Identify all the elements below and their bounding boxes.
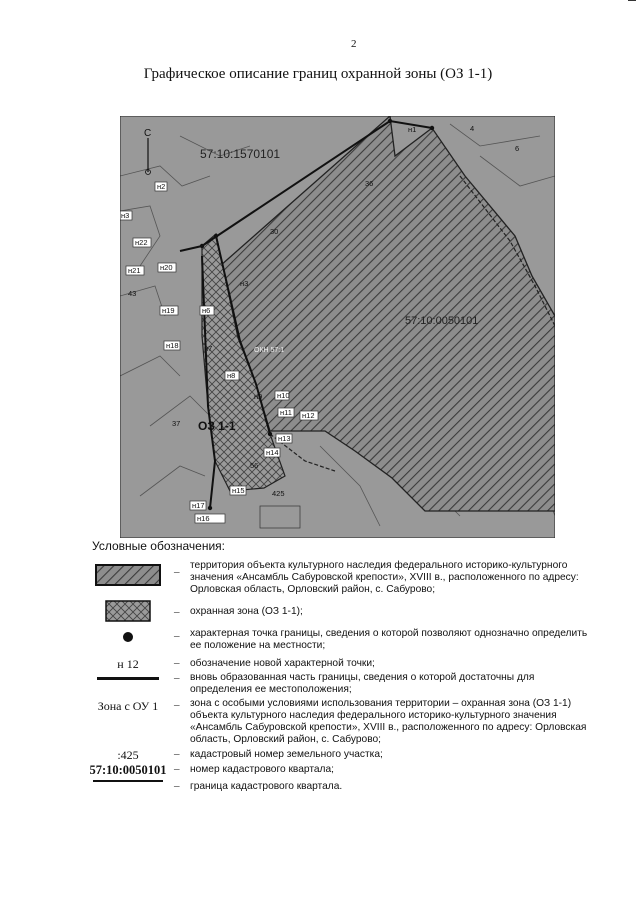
map-label-n22: н22	[135, 238, 148, 247]
page-corner-mark	[628, 0, 636, 11]
legend-text-special-zone: зона с особыми условиями использования территории – охранная зона (ОЗ 1-1) объекта культурного наследия федерального историко-культурного значения «Ансамбль Сабуровской крепости», XVIII в., расположенного по адресу: Орловская область, Орловский район, с. Сабурово;	[190, 698, 587, 745]
legend-row-quarter-boundary	[78, 778, 598, 792]
legend-symbol-hatch	[78, 564, 178, 586]
map-label-n6: н6	[202, 306, 211, 315]
legend-text-heritage-territory: территория объекта культурного наследия федерального историко-культурного значения «Ансамбль Сабуровской крепости», XVIII в., расположенного по адресу: Орловская область, Орловский район, с. Сабурово;	[190, 560, 579, 595]
map-label-n20: н20	[160, 263, 173, 272]
legend-row-new-point	[78, 657, 598, 671]
zone-label: ОЗ 1-1	[198, 419, 236, 433]
legend-symbol-new-boundary	[78, 675, 178, 681]
map-label-n3b: н3	[240, 279, 249, 288]
legend-row-characteristic-point	[78, 628, 598, 654]
legend-symbol-new-point: н 12	[117, 656, 139, 671]
legend-symbol-cross	[78, 600, 178, 622]
map-label-n12: н12	[302, 411, 315, 420]
legend-symbol-quarter-number: 57:10:0050101	[89, 762, 167, 777]
map-label-n3: н3	[121, 211, 130, 220]
map-label-p43: 43	[128, 289, 137, 298]
map-label-p37: 37	[172, 419, 181, 428]
legend-row-special-zone	[78, 698, 598, 746]
legend-row-new-boundary	[78, 672, 598, 698]
legend-row-protection-zone	[78, 600, 598, 624]
page-title: Графическое описание границ охранной зоны (ОЗ 1-1)	[143, 66, 493, 82]
map-label-p425: 425	[272, 489, 285, 498]
map-label-n10: н10	[277, 391, 290, 400]
legend-symbol-point	[78, 630, 178, 644]
quarter-label-top: 57:10:1570101	[200, 147, 281, 161]
legend-title: Условные обозначения:	[92, 539, 225, 553]
map-label-n13: н13	[278, 434, 291, 443]
legend-text-parcel-number: кадастровый номер земельного участка;	[190, 749, 383, 760]
map-label-n18: н18	[166, 341, 179, 350]
map-label-p6: 6	[515, 144, 520, 153]
north-label: С	[144, 128, 152, 139]
thick-line-swatch	[97, 677, 159, 680]
legend-dash: –	[174, 780, 180, 792]
cross-swatch	[105, 600, 151, 622]
legend-row-quarter-number	[78, 762, 598, 778]
quarter-label-right: 57:10:0050101	[405, 315, 479, 327]
legend-text-characteristic-point: характерная точка границы, сведения о которой позволяют однозначно определить ее положение на местности;	[190, 628, 588, 651]
legend-dash: –	[174, 672, 180, 684]
page-number: 2	[351, 38, 357, 50]
hatch-swatch	[95, 564, 161, 586]
map-label-n8: н8	[227, 371, 236, 380]
legend-text-new-boundary: вновь образованная часть границы, сведения о которой достаточны для определения ее местоположения;	[190, 672, 535, 695]
boundary-map	[120, 116, 555, 538]
map-label-n15: н15	[232, 486, 245, 495]
point-dot-icon	[122, 631, 134, 643]
map-label-p4: 4	[470, 124, 475, 133]
map-label-n14: н14	[266, 448, 279, 457]
legend-dash: –	[174, 763, 180, 775]
legend-text-protection-zone: охранная зона (ОЗ 1-1);	[190, 606, 303, 617]
legend-symbol-special-zone: Зона с ОУ 1	[97, 698, 159, 713]
legend-text-quarter-boundary: граница кадастрового квартала.	[190, 781, 343, 792]
map-label-n16: н16	[197, 514, 210, 523]
map-label-n17: н17	[192, 501, 205, 510]
legend-dash: –	[174, 606, 180, 618]
map-label-p30: 30	[270, 227, 279, 236]
legend-dash: –	[174, 630, 180, 642]
legend-text-new-point: обозначение новой характерной точки;	[190, 658, 375, 669]
legend-dash: –	[174, 748, 180, 760]
legend-row-heritage-territory	[78, 560, 598, 600]
legend-dash: –	[174, 566, 180, 578]
map-label-n19: н19	[162, 306, 175, 315]
map-label-n9: н9	[254, 392, 263, 401]
map-label-n1: н1	[408, 125, 417, 134]
map-label-n11: н11	[280, 408, 292, 417]
legend-symbol-quarter-boundary	[78, 778, 178, 784]
map-label-n21: н21	[128, 266, 141, 275]
map-label-p36: 36	[365, 179, 374, 188]
object-label: ОКН 57:1	[254, 347, 285, 354]
map-label-n2: н2	[157, 182, 166, 191]
quarter-line-swatch	[93, 780, 163, 782]
legend-text-quarter-number: номер кадастрового квартала;	[190, 764, 334, 775]
legend-row-parcel-number	[78, 748, 598, 762]
legend-symbol-parcel-number: :425	[117, 747, 139, 762]
legend-dash: –	[174, 699, 180, 711]
map-label-n7: н7	[204, 344, 213, 353]
map-label-p56: 56	[250, 461, 259, 470]
legend-dash: –	[174, 657, 180, 669]
